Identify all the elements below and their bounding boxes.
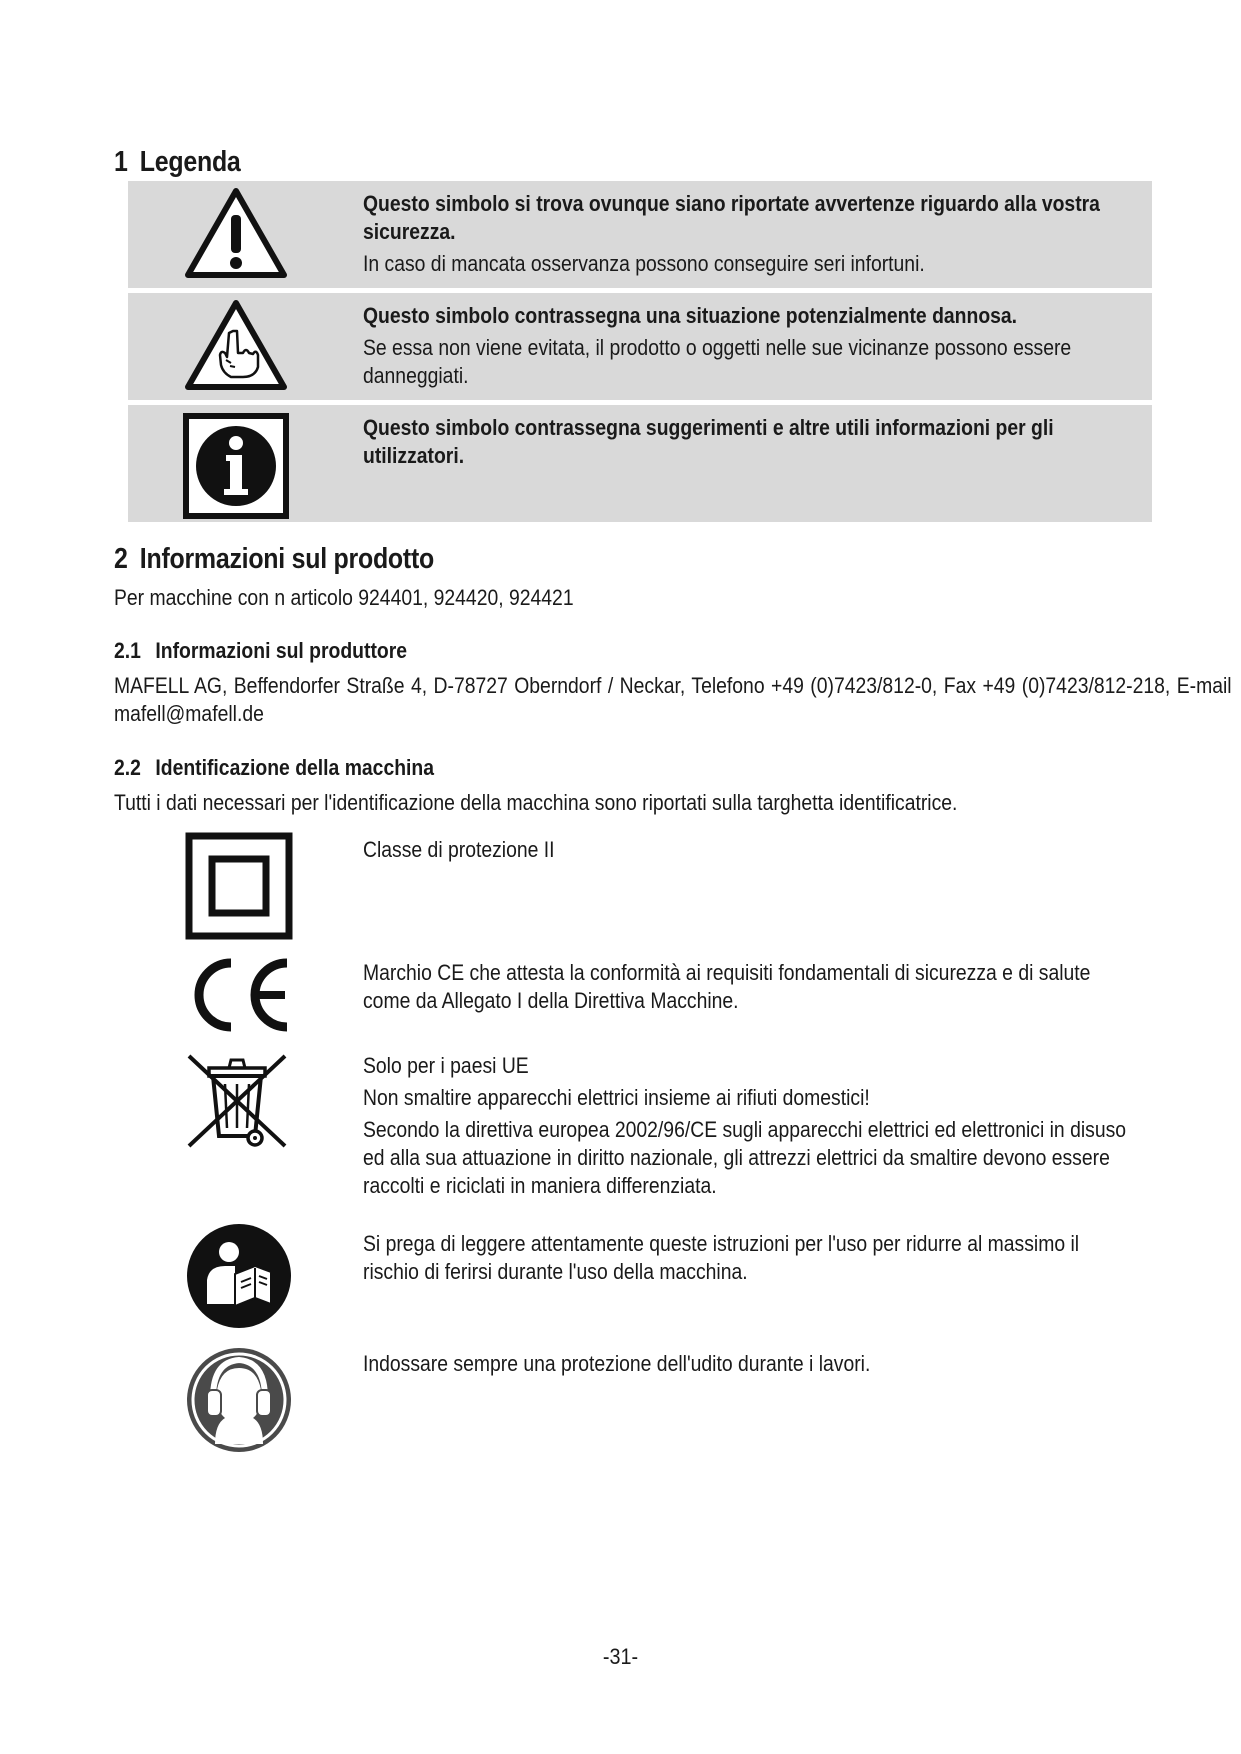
legend-item-bold-text: Questo simbolo si trova ovunque siano riportate avvertenze riguardo alla vostra sicurezza. <box>363 191 1100 244</box>
warning-triangle-icon <box>183 185 289 288</box>
legend-item-warning <box>128 181 1152 288</box>
protection-class-ii-icon <box>185 832 293 945</box>
legend-item-info <box>128 405 1152 522</box>
crossed-bin-icon <box>185 1050 289 1159</box>
legend-item-bold-text: Questo simbolo contrassegna una situazione potenzialmente dannosa. <box>363 303 1018 328</box>
symbol-text: Classe di protezione II <box>363 837 555 862</box>
legend-item-text: In caso di mancata osservanza possono conseguire seri infortuni. <box>363 251 925 276</box>
ce-mark-icon <box>185 955 293 1040</box>
read-manual-icon <box>185 1222 293 1335</box>
ear-protection-icon <box>185 1346 293 1459</box>
info-icon <box>183 413 289 524</box>
symbol-text: Secondo la direttiva europea 2002/96/CE sugli apparecchi elettrici ed elettronici in disuso ed alla sua attuazione in diritto nazionale, gli attrezzi elettrici da smaltire devono essere raccolti e riciclati in maniera differenziata. <box>363 1117 1127 1198</box>
legend-item-caution <box>128 293 1152 400</box>
machine-identification-text: Tutti i dati necessari per l'identificazione della macchina sono riportati sulla targhetta identificatrice. <box>114 790 958 815</box>
legend-item-text: Se essa non viene evitata, il prodotto o oggetti nelle sue vicinanze possono essere danneggiati. <box>363 335 1072 388</box>
legend-item-bold-text: Questo simbolo contrassegna suggerimenti e altre utili informazioni per gli utilizzatori. <box>363 415 1054 468</box>
product-intro: Per macchine con n articolo 924401, 924420, 924421 <box>114 585 574 610</box>
hand-pointing-triangle-icon <box>183 297 289 400</box>
section-1-heading: 1 Legenda <box>114 146 241 178</box>
manufacturer-info: MAFELL AG, Beffendorfer Straße 4, D-78727 Oberndorf / Neckar, Telefono +49 (0)7423/812-0, Fax +49 (0)7423/812-218, E-mail mafell@mafell.de <box>114 673 1232 726</box>
section-2-heading: 2 Informazioni sul prodotto <box>114 543 434 575</box>
subsection-2-1-heading: 2.1 Informazioni sul produttore <box>114 638 408 663</box>
page-number: -31- <box>602 1644 639 1669</box>
symbol-text: Non smaltire apparecchi elettrici insieme ai rifiuti domestici! <box>363 1085 870 1110</box>
symbol-text: Si prega di leggere attentamente queste istruzioni per l'uso per ridurre al massimo il rischio di ferirsi durante l'uso della macchina. <box>363 1231 1080 1284</box>
symbol-text: Indossare sempre una protezione dell'udito durante i lavori. <box>363 1351 871 1376</box>
subsection-2-2-heading: 2.2 Identificazione della macchina <box>114 755 435 780</box>
symbol-text: Solo per i paesi UE <box>363 1053 529 1078</box>
symbol-text: Marchio CE che attesta la conformità ai requisiti fondamentali di sicurezza e di salute come da Allegato I della Direttiva Macchine. <box>363 960 1091 1013</box>
